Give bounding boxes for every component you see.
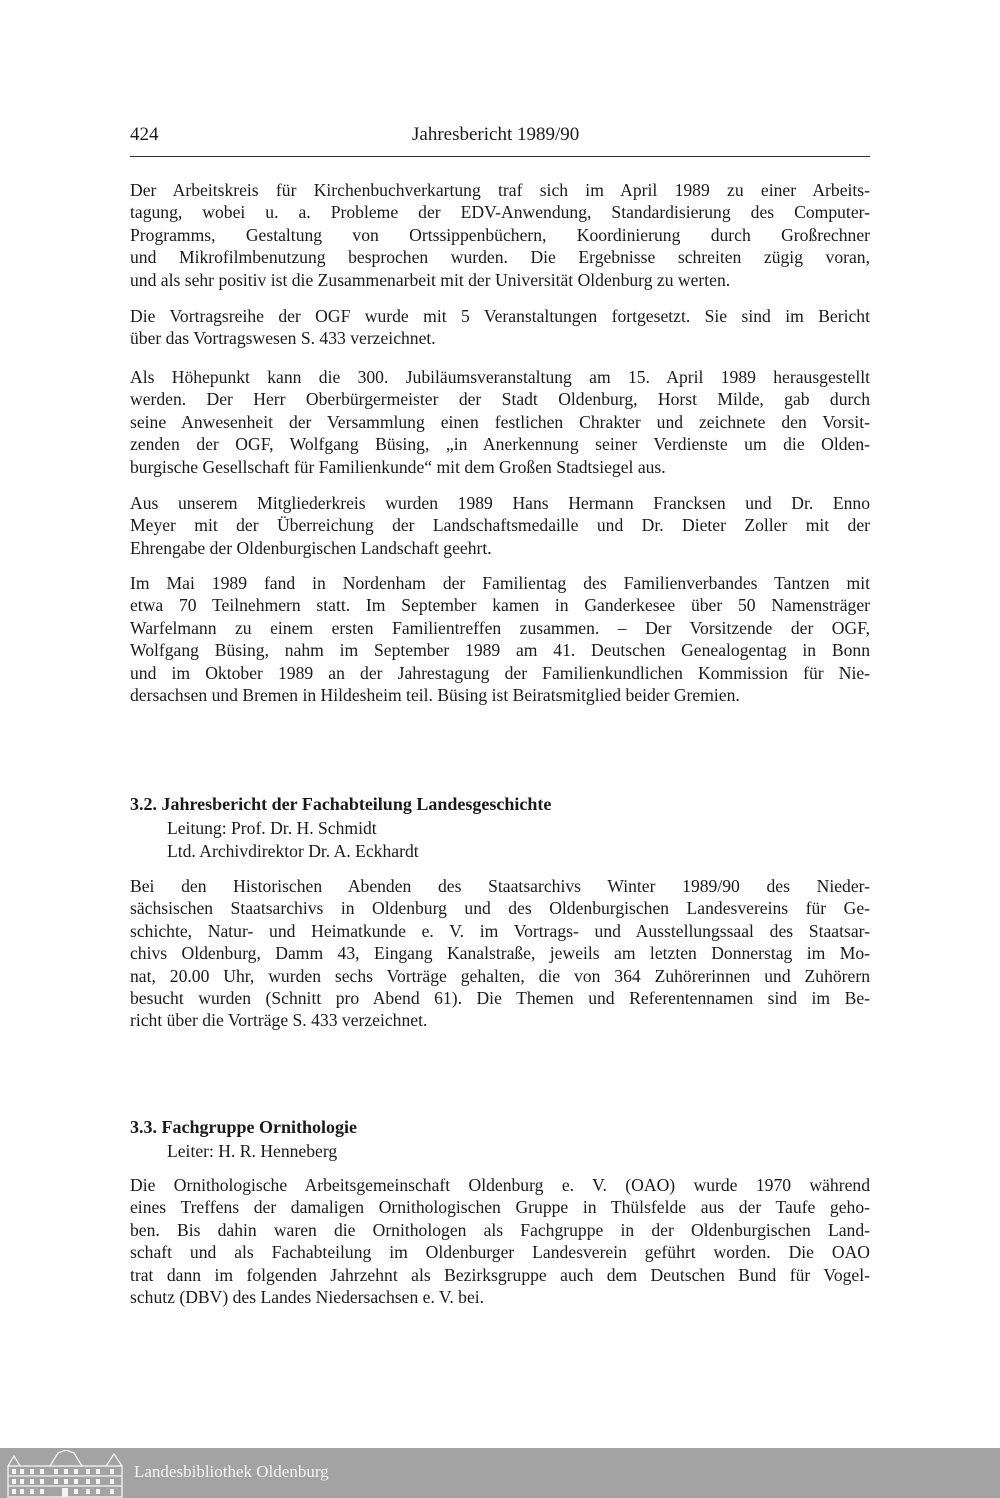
- text-line: Bei den Historischen Abenden des Staatsarchivs Winter 1989/90 des Nieder-: [130, 876, 870, 896]
- section-heading: 3.3. Fachgruppe Ornithologie: [130, 1117, 358, 1137]
- paragraph-ornithologie: [130, 1174, 870, 1308]
- text-line: chivs Oldenburg, Damm 43, Eingang Kanalstraße, jeweils am letzten Donnerstag im Mo-: [130, 943, 870, 964]
- section-heading: 3.2. Jahresbericht der Fachabteilung Landesgeschichte: [130, 794, 552, 814]
- section-3-3: [130, 1116, 870, 1163]
- library-name: Landesbibliothek Oldenburg: [134, 1462, 329, 1481]
- paragraph-historische-abende: [130, 875, 870, 1032]
- leiter-line: Leiter: H. R. Henneberg: [167, 1140, 338, 1161]
- text-line: Der Arbeitskreis für Kirchenbuchverkartung traf sich im April 1989 zu einer Arbeits-: [130, 180, 870, 200]
- text-line: schichte, Natur- und Heimatkunde e. V. im Vortrags- und Ausstellungssaal des Staatsar-: [130, 920, 870, 941]
- running-header: [130, 124, 870, 148]
- text-line: Warfelmann zu einem ersten Familientreffen zusammen. – Der Vorsitzende der OGF,: [130, 617, 870, 638]
- paragraph-hoehepunkt: [130, 366, 870, 478]
- page-number: 424: [130, 124, 159, 145]
- text-line: über das Vortragswesen S. 433 verzeichnet.: [130, 328, 436, 349]
- text-line: etwa 70 Teilnehmern statt. Im September kamen in Ganderkesee über 50 Namensträger: [130, 595, 870, 616]
- text-line: Meyer mit der Überreichung der Landschaftsmedaille und Dr. Dieter Zoller mit der: [130, 515, 870, 536]
- text-line: zenden der OGF, Wolfgang Büsing, „in Anerkennung seiner Verdienste um die Olden-: [130, 434, 870, 455]
- text-line: ben. Bis dahin waren die Ornithologen als Fachgruppe in der Oldenburgischen Land-: [130, 1219, 870, 1240]
- text-line: Die Ornithologische Arbeitsgemeinschaft Oldenburg e. V. (OAO) wurde 1970 während: [130, 1175, 870, 1195]
- text-line: tagung, wobei u. a. Probleme der EDV-Anwendung, Standardisierung des Computer-: [130, 202, 870, 223]
- text-line: burgische Gesellschaft für Familienkunde“ mit dem Großen Stadtsiegel aus.: [130, 456, 666, 477]
- paragraph-kirchenbuch: [130, 179, 870, 291]
- text-line: nat, 20.00 Uhr, wurden sechs Vorträge gehalten, die von 364 Zuhörerinnen und Zuhörern: [130, 965, 870, 986]
- text-line: richt über die Vorträge S. 433 verzeichnet.: [130, 1010, 428, 1031]
- text-line: Programms, Gestaltung von Ortssippenbüchern, Koordinierung durch Großrechner: [130, 224, 870, 245]
- text-line: Im Mai 1989 fand in Nordenham der Familientag des Familienverbandes Tantzen mit: [130, 573, 870, 593]
- leitung-line: Leitung: Prof. Dr. H. Schmidt: [167, 817, 377, 838]
- library-building-icon: [6, 1450, 124, 1498]
- text-line: werden. Der Herr Oberbürgermeister der Stadt Oldenburg, Horst Milde, gab durch: [130, 389, 870, 410]
- text-line: trat dann im folgenden Jahrzehnt als Bezirksgruppe auch dem Deutschen Bund für Vogel-: [130, 1264, 870, 1285]
- text-line: schaft und als Fachabteilung im Oldenburger Landesverein geführt worden. Die OAO: [130, 1242, 870, 1263]
- text-line: Als Höhepunkt kann die 300. Jubiläumsveranstaltung am 15. April 1989 herausgestellt: [130, 367, 870, 387]
- text-line: dersachsen und Bremen in Hildesheim teil. Büsing ist Beiratsmitglied beider Gremien.: [130, 684, 740, 705]
- text-line: und Mikrofilmbenutzung besprochen wurden. Die Ergebnisse schreiten zügig voran,: [130, 247, 870, 268]
- text-line: Die Vortragsreihe der OGF wurde mit 5 Veranstaltungen fortgesetzt. Sie sind im Bericht: [130, 306, 870, 326]
- library-footer-bar: [0, 1448, 1000, 1498]
- section-3-2: [130, 793, 870, 864]
- paragraph-vortragsreihe: [130, 305, 870, 350]
- text-line: seine Anwesenheit der Versammlung einen festlichen Chrakter und zeichnete den Vorsit-: [130, 411, 870, 432]
- text-line: eines Treffens der damaligen Ornithologischen Gruppe in Thülsfelde aus der Taufe geho-: [130, 1197, 870, 1218]
- text-line: besucht wurden (Schnitt pro Abend 61). Die Themen und Referentennamen sind im Be-: [130, 987, 870, 1008]
- text-line: und im Oktober 1989 an der Jahrestagung der Familienkundlichen Kommission für Nie-: [130, 662, 870, 683]
- text-line: Aus unserem Mitgliederkreis wurden 1989 Hans Hermann Francksen und Dr. Enno: [130, 493, 870, 513]
- leitung-line: Ltd. Archivdirektor Dr. A. Eckhardt: [167, 841, 419, 861]
- paragraph-ehrungen: [130, 492, 870, 559]
- header-rule: [130, 156, 870, 157]
- text-line: und als sehr positiv ist die Zusammenarbeit mit der Universität Oldenburg zu werten.: [130, 269, 731, 290]
- text-line: sächsischen Staatsarchivs in Oldenburg und des Oldenburgischen Landesvereins für Ge-: [130, 898, 870, 919]
- text-line: Wolfgang Büsing, nahm im September 1989 am 41. Deutschen Genealogentag in Bonn: [130, 640, 870, 661]
- text-line: Ehrengabe der Oldenburgischen Landschaft geehrt.: [130, 537, 492, 558]
- paragraph-familientage: [130, 572, 870, 706]
- running-title: Jahresbericht 1989/90: [412, 124, 580, 145]
- text-line: schutz (DBV) des Landes Niedersachsen e. V. bei.: [130, 1286, 485, 1307]
